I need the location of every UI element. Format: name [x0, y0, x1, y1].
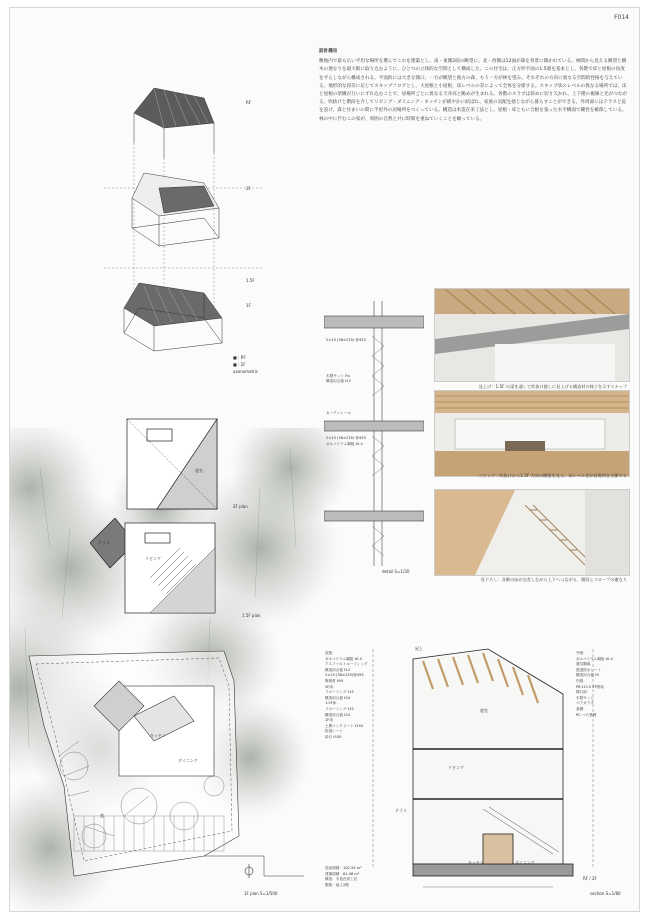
section-note: 土間コンクリート t150: [325, 723, 364, 728]
sheet-code: F014: [614, 14, 629, 21]
detail-note: 構造用合板 t12: [326, 379, 352, 384]
section-note: フローリング t15: [325, 706, 354, 711]
section-note: 通気胴縁: [576, 662, 591, 667]
design-statement: [319, 48, 627, 124]
detail-label: detail S=1/30: [382, 569, 410, 574]
section-note: 木製サッシ: [576, 695, 594, 700]
caption-line: ■ : 2F: [233, 362, 246, 367]
photo-look-down: [434, 489, 630, 576]
section-note: 構造用合板 t24: [325, 695, 351, 700]
site-plan-label: 1F plan S=1/500: [244, 891, 278, 896]
photo-look-up: [434, 288, 630, 382]
section-note: 2×10 (38×235)@455: [325, 673, 364, 678]
section-note: 構造用合板 t9: [576, 673, 599, 678]
section-note: 基礎：: [576, 706, 587, 711]
section-note: 屋根：: [325, 651, 336, 655]
section-note: フローリング t15: [325, 690, 354, 695]
section-note: 階数：地上2階: [325, 882, 349, 887]
section-room-living: リビング: [448, 765, 464, 770]
detail-note: 2×10 (38×235) @455: [326, 338, 366, 342]
lower-floor-plan: [90, 518, 230, 623]
section-label: section S=1/80: [590, 891, 621, 896]
photo-caption-2: リビング：吹抜けから1.5F 方向の眺望を見る。床レベル差が居場所を分節する: [478, 473, 627, 478]
caption-line: ■ : RF: [233, 355, 246, 360]
photo-caption-1: 見上げ：1.5F の梁を通して吹抜け越しに見上げる構造材の様子を示すスナップ: [478, 384, 627, 389]
section-bottom-notes: [325, 866, 405, 888]
upper-plan-label: 2F plan: [233, 504, 248, 509]
statement-title: 設計趣旨: [319, 49, 338, 54]
axonometric-caption: [233, 354, 258, 375]
section-room-dining: ダイニング: [515, 860, 535, 865]
section-note: ペアガラス: [576, 701, 594, 706]
section-note: 透湿防水シート: [576, 667, 602, 672]
section-room-bedroom: 寝室: [480, 708, 488, 713]
statement-body: 敷地内で最も広い平坦な場所を選んでこれを建築とし、南・東側2面の眺望に、北・西側は12面が森を背景に開かれている。林間から見える眺望と樹木の連なりを最大限に取り込むように、ひとつの立体的な空間として構成した。この住宅は、正方形平面の1.5層を基本とし、各階で床と屋根の角度をずらしながら構成される。平面的には大きな開口、一方が眺望と他方の森、もう一方が林を望み、それぞれの方向に異なる空間的性格を与えている。地形的な段差に応じてスキップフロアとし、大屋根と小屋根、床レベルの差によって全体を分節する。スキップ状のレベルの異なる場所では、床と屋根の架構が互いにずれ込むことで、居場所ごとに異なる天井高と眺めが生まれる。各階のスラブは斜めに切り欠かれ、上下階の視線と光がつながる。吹抜けと階段を介してリビング・ダイニング・キッチンが緩やかに結ばれ、家族の気配を感じながら暮らすことができる。外周部にはテラスと庇を設け、森と住まいの間に半屋外の居場所をつくっている。構造は木造在来工法とし、屋根・床ともに合板を張った水平構面で剛性を確保している。林の中に佇むこの家が、周囲の自然と共に時間を重ねていくことを願っている。: [319, 59, 627, 122]
level-label-1-5f: 1.5F: [246, 278, 255, 283]
upper-plan-room: 寝室: [195, 468, 203, 473]
section-note: 砕石 t100: [325, 734, 342, 739]
section-left-notes: [325, 651, 395, 741]
detail-note: 2×10 (38×235) @455: [326, 436, 366, 441]
section-note: 構造用合板 t12: [325, 667, 351, 672]
section-note: ガルバリウム鋼板 t0.4: [325, 656, 362, 661]
section-note: RC べた基礎: [576, 712, 597, 717]
section-note: 2F床：: [325, 684, 337, 689]
section-room-kitchen: キッチン: [468, 860, 484, 865]
section-note: 建築面積：61.48 m²: [325, 871, 360, 876]
upper-floor-plan: [117, 414, 227, 514]
lower-plan-label: 1.5F plan: [242, 613, 261, 618]
site-room-kitchen: キッチン: [150, 733, 166, 738]
section-note: 断熱材 t90: [325, 678, 343, 683]
presentation-sheet: [9, 7, 640, 912]
site-room-garden: 庭: [100, 813, 104, 818]
section-level-label: RF / 2F: [583, 876, 597, 881]
exploded-axonometric: [94, 68, 274, 368]
lower-plan-room-terrace: テラス: [98, 540, 110, 545]
section-note: 開口部：: [576, 690, 591, 695]
photo-living: [434, 390, 630, 477]
section-note: 外壁：: [576, 651, 587, 655]
section-note: 1F床：: [325, 718, 337, 723]
section-right-notes: [576, 651, 631, 718]
section-note: 延床面積：102.54 m²: [325, 866, 362, 870]
site-room-dining: ダイニング: [178, 758, 198, 763]
lower-plan-room-living: リビング: [145, 556, 161, 561]
section-note: 構造：木造在来工法: [325, 877, 358, 882]
level-label-2f: 2F: [246, 186, 251, 191]
level-label-rf: RF: [246, 100, 252, 105]
caption-line: axonometric: [233, 369, 259, 374]
detail-note: カーテンレール: [326, 410, 351, 415]
detail-notes: [326, 338, 386, 448]
photo-caption-3: 見下ろし：各階の床が交差しながら上下へつながる、階段とスロープの連なり: [480, 577, 627, 582]
section-room-roof: 屋上: [415, 646, 423, 651]
section-room-terrace: テラス: [395, 808, 407, 813]
detail-note: 木製サッシ Fix: [326, 373, 350, 378]
section-note: 構造用合板 t24: [325, 712, 351, 717]
detail-note: ガルバリウム鋼板 t0.4: [326, 441, 363, 446]
section-note: 1.5F床：: [325, 701, 340, 706]
section-note: アスファルトルーフィング: [325, 662, 368, 667]
section-note: ガルバリウム鋼板 t0.4: [576, 656, 613, 661]
section-note: 内壁：: [576, 678, 587, 683]
site-plan: [24, 646, 324, 901]
section-note: PB t12.5 EP塗装: [576, 684, 604, 689]
section-note: 防湿シート: [325, 729, 343, 734]
level-label-1f: 1F: [246, 303, 251, 308]
